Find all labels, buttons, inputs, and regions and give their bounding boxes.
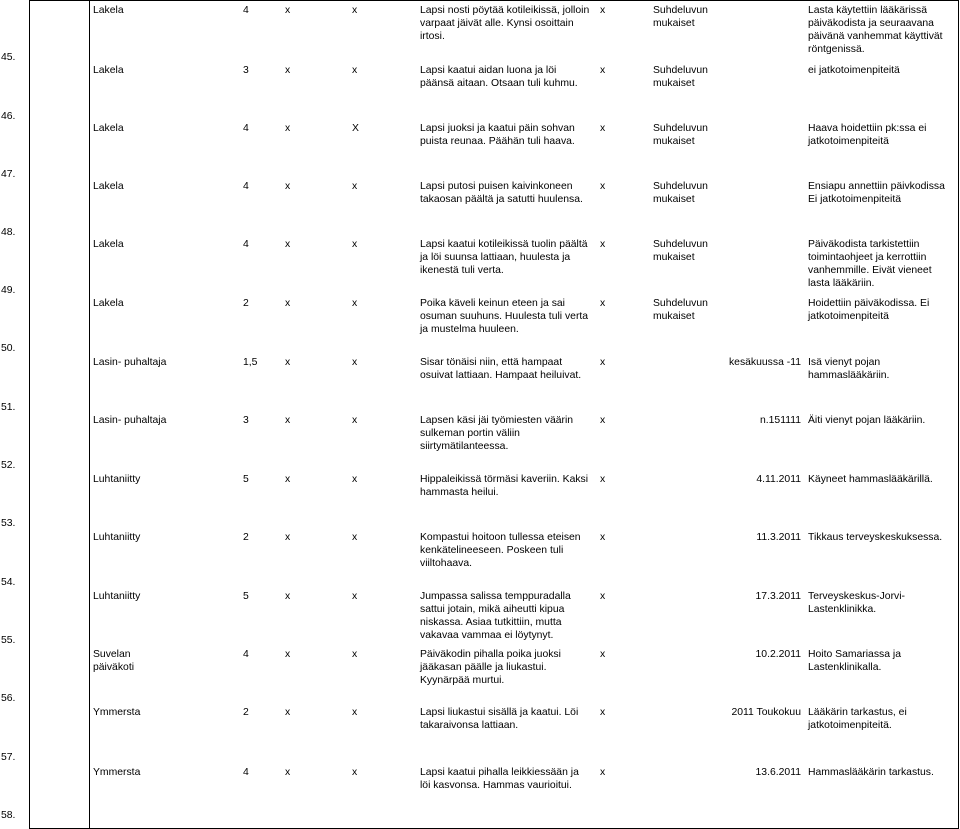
cell-c: x — [600, 532, 606, 543]
cell-date: n.151111 — [759, 415, 801, 426]
cell-age: 4 — [243, 5, 249, 16]
cell-c: x — [600, 474, 606, 485]
cell-desc: Hippaleikissä törmäsi kaveriin. Kaksi hammasta heilui. — [420, 474, 589, 498]
cell-desc: Kompastui hoitoon tullessa eteisen kenkätelineeseen. Poskeen tuli viiltohaava. — [420, 532, 581, 569]
cell-place: Suvelan päiväkoti — [93, 649, 135, 673]
cell-c: x — [600, 707, 606, 718]
cell-action: Tikkaus terveyskeskuksessa. — [808, 532, 943, 543]
cell-relation: Suhdeluvun mukaiset — [653, 123, 708, 147]
cell-b: x — [352, 591, 358, 602]
cell-place: Lasin- puhaltaja — [93, 415, 167, 426]
row-number: 46. — [1, 111, 16, 122]
cell-action: Päiväkodista tarkistettiin toimintaohjeet ja kerrottiin vanhemmille. Eivät vieneet lasta lääkäriin. — [808, 239, 932, 289]
cell-action: Hammaslääkärin tarkastus. — [808, 767, 934, 778]
row-number: 49. — [1, 285, 16, 296]
cell-a: x — [285, 532, 291, 543]
cell-c: x — [600, 767, 606, 778]
cell-age: 3 — [243, 65, 249, 76]
cell-c: x — [600, 298, 606, 309]
cell-age: 4 — [243, 767, 249, 778]
cell-date: kesäkuussa -11 — [728, 357, 801, 368]
cell-c: x — [600, 181, 606, 192]
cell-a: x — [285, 181, 291, 192]
cell-desc: Lapsi putosi puisen kaivinkoneen takaosan päältä ja satutti huulensa. — [420, 181, 583, 205]
cell-a: x — [285, 123, 291, 134]
cell-relation: Suhdeluvun mukaiset — [653, 65, 708, 89]
cell-a: x — [285, 298, 291, 309]
cell-a: x — [285, 239, 291, 250]
cell-relation: Suhdeluvun mukaiset — [653, 239, 708, 263]
cell-desc: Lapsi kaatui pihalla leikkiessään ja löi kasvonsa. Hammas vaurioitui. — [420, 767, 579, 791]
cell-desc: Lapsi liukastui sisällä ja kaatui. Löi takaraivonsa lattiaan. — [420, 707, 579, 731]
row-number: 53. — [1, 518, 16, 529]
cell-date: 4.11.2011 — [756, 474, 801, 485]
row-number: 56. — [1, 693, 16, 704]
cell-a: x — [285, 767, 291, 778]
cell-age: 4 — [243, 123, 249, 134]
cell-a: x — [285, 474, 291, 485]
cell-c: x — [600, 123, 606, 134]
cell-age: 4 — [243, 239, 249, 250]
cell-action: ei jatkotoimenpiteitä — [808, 65, 900, 76]
cell-desc: Jumpassa salissa temppuradalla sattui jotain, mikä aiheutti kipua niskassa. Asiaa tutkittiin, mutta vakavaa vammaa ei löytynyt. — [420, 591, 571, 641]
cell-desc: Sisar tönäisi niin, että hampaat osuivat lattiaan. Hampaat heiluivat. — [420, 357, 582, 381]
cell-relation: Suhdeluvun mukaiset — [653, 5, 708, 29]
row-number: 58. — [1, 810, 16, 821]
cell-action: Äiti vienyt pojan lääkäriin. — [808, 415, 926, 426]
cell-b: x — [352, 298, 358, 309]
cell-place: Lakela — [93, 5, 124, 16]
cell-action: Lääkärin tarkastus, ei jatkotoimenpiteitä. — [808, 707, 907, 731]
cell-action: Terveyskeskus-Jorvi- Lastenklinikka. — [808, 591, 905, 615]
cell-c: x — [600, 649, 606, 660]
cell-place: Luhtaniitty — [93, 532, 141, 543]
cell-b: X — [352, 123, 359, 134]
cell-desc: Lapsi kaatui kotileikissä tuolin päältä ja löi suunsa lattiaan, huulesta ja ikenestä tuli verta. — [420, 239, 588, 276]
cell-action: Hoito Samariassa ja Lastenklinikalla. — [808, 649, 901, 673]
cell-b: x — [352, 415, 358, 426]
cell-age: 5 — [243, 591, 249, 602]
cell-b: x — [352, 65, 358, 76]
cell-age: 4 — [243, 181, 249, 192]
cell-place: Lakela — [93, 298, 124, 309]
cell-b: x — [352, 5, 358, 16]
cell-action: Käyneet hammaslääkärillä. — [808, 474, 933, 485]
row-number: 48. — [1, 227, 16, 238]
cell-b: x — [352, 767, 358, 778]
cell-desc: Lapsi nosti pöytää kotileikissä, jolloin varpaat jäivät alle. Kynsi osoittain irtosi. — [420, 5, 590, 42]
cell-c: x — [600, 415, 606, 426]
row-number: 54. — [1, 577, 16, 588]
cell-desc: Lapsi juoksi ja kaatui päin sohvan puista reunaa. Päähän tuli haava. — [420, 123, 575, 147]
cell-c: x — [600, 591, 606, 602]
cell-c: x — [600, 5, 606, 16]
cell-a: x — [285, 415, 291, 426]
cell-date: 11.3.2011 — [756, 532, 801, 543]
cell-age: 1,5 — [243, 357, 258, 368]
cell-place: Luhtaniitty — [93, 591, 141, 602]
cell-place: Luhtaniitty — [93, 474, 141, 485]
cell-age: 4 — [243, 649, 249, 660]
cell-a: x — [285, 707, 291, 718]
cell-action: Isä vienyt pojan hammaslääkäriin. — [808, 357, 890, 381]
cell-relation: Suhdeluvun mukaiset — [653, 181, 708, 205]
cell-age: 2 — [243, 298, 249, 309]
row-number: 51. — [1, 402, 16, 413]
cell-a: x — [285, 649, 291, 660]
cell-c: x — [600, 357, 606, 368]
cell-b: x — [352, 474, 358, 485]
cell-c: x — [600, 65, 606, 76]
cell-b: x — [352, 181, 358, 192]
cell-age: 3 — [243, 415, 249, 426]
cell-relation: Suhdeluvun mukaiset — [653, 298, 708, 322]
cell-b: x — [352, 239, 358, 250]
cell-desc: Poika käveli keinun eteen ja sai osuman suuhuns. Huulesta tuli verta ja mustelma huuleen. — [420, 298, 589, 335]
cell-place: Ymmersta — [93, 707, 141, 718]
row-number: 50. — [1, 343, 16, 354]
cell-date: 17.3.2011 — [755, 591, 801, 602]
cell-b: x — [352, 649, 358, 660]
cell-age: 2 — [243, 707, 249, 718]
row-number: 47. — [1, 169, 16, 180]
cell-a: x — [285, 65, 291, 76]
cell-age: 2 — [243, 532, 249, 543]
cell-a: x — [285, 591, 291, 602]
cell-place: Lakela — [93, 239, 124, 250]
cell-b: x — [352, 357, 358, 368]
cell-place: Lakela — [93, 65, 124, 76]
cell-place: Lakela — [93, 181, 124, 192]
cell-b: x — [352, 707, 358, 718]
cell-desc: Lapsen käsi jäi työmiesten väärin sulkeman portin väliin siirtymätilanteessa. — [420, 415, 574, 452]
cell-b: x — [352, 532, 358, 543]
row-number: 57. — [1, 752, 16, 763]
cell-desc: Päiväkodin pihalla poika juoksi jääkasan päälle ja liukastui. Kyynärpää murtui. — [420, 649, 561, 686]
cell-desc: Lapsi kaatui aidan luona ja löi päänsä aitaan. Otsaan tuli kuhmu. — [420, 65, 578, 89]
cell-place: Lasin- puhaltaja — [93, 357, 167, 368]
row-number: 52. — [1, 460, 16, 471]
cell-action: Haava hoidettiin pk:ssa ei jatkotoimenpiteitä — [808, 123, 927, 147]
cell-date: 2011 Toukokuu — [731, 707, 801, 718]
cell-action: Ensiapu annettiin päivkodissa Ei jatkotoimenpiteitä — [808, 181, 945, 205]
cell-c: x — [600, 239, 606, 250]
cell-place: Lakela — [93, 123, 124, 134]
cell-date: 10.2.2011 — [755, 649, 801, 660]
cell-action: Hoidettiin päiväkodissa. Ei jatkotoimenpiteitä — [808, 298, 930, 322]
cell-a: x — [285, 5, 291, 16]
cell-a: x — [285, 357, 291, 368]
cell-action: Lasta käytettiin lääkärissä päiväkodista ja seuraavana päivänä vanhemmat käyttivät röntgenissä. — [808, 5, 943, 55]
cell-age: 5 — [243, 474, 249, 485]
cell-place: Ymmersta — [93, 767, 141, 778]
row-number: 55. — [1, 635, 16, 646]
cell-date: 13.6.2011 — [755, 767, 801, 778]
row-number: 45. — [1, 52, 16, 63]
